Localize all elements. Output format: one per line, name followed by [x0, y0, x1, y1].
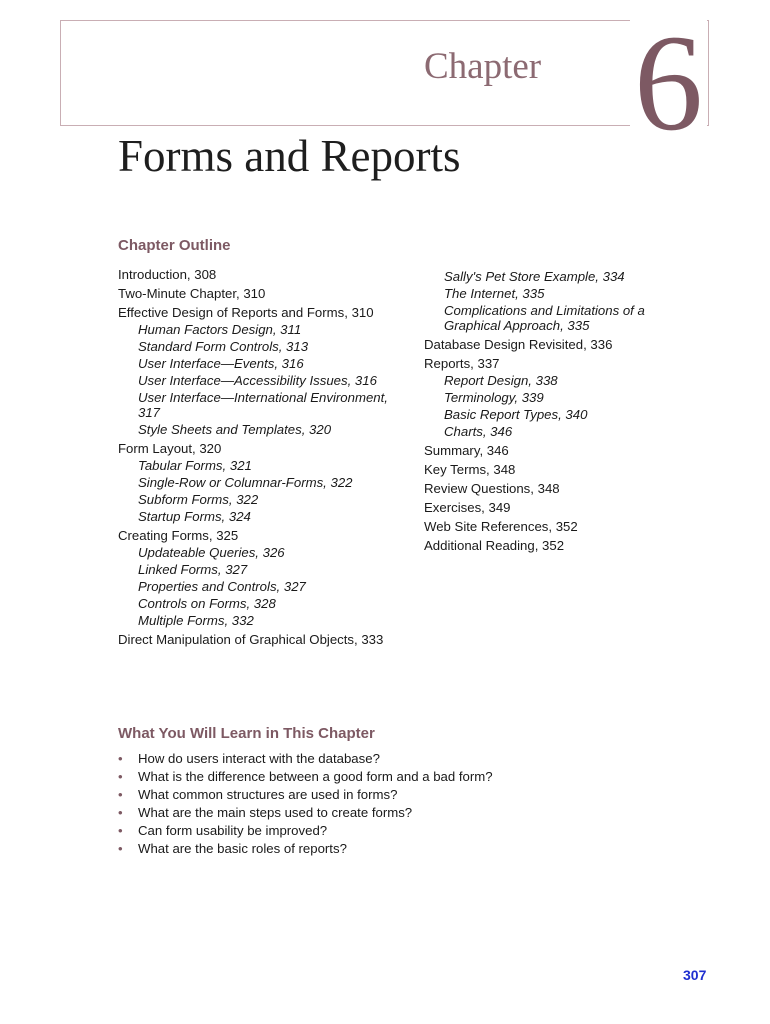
outline-subentry: Controls on Forms, 328 — [138, 596, 276, 611]
bullet-icon: • — [118, 787, 123, 802]
outline-subentry: Tabular Forms, 321 — [138, 458, 252, 473]
outline-entry: Web Site References, 352 — [424, 519, 578, 534]
outline-right-column — [424, 267, 704, 553]
outline-subentry: Complications and Limitations of a Graphical Approach, 335 — [444, 303, 645, 333]
outline-subentry: Updateable Queries, 326 — [138, 545, 285, 560]
outline-subentry: User Interface—Accessibility Issues, 316 — [138, 373, 377, 388]
outline-entry: Review Questions, 348 — [424, 481, 560, 496]
learning-objective-item — [118, 804, 493, 822]
learning-objectives-heading: What You Will Learn in This Chapter — [118, 725, 375, 742]
outline-subentry: Report Design, 338 — [444, 373, 558, 388]
outline-entry: Summary, 346 — [424, 443, 509, 458]
chapter-outline-heading: Chapter Outline — [118, 237, 231, 254]
outline-entry: Direct Manipulation of Graphical Objects, 333 — [118, 632, 384, 647]
outline-entry: Key Terms, 348 — [424, 462, 516, 477]
chapter-label: Chapter — [424, 46, 542, 87]
outline-entry: Additional Reading, 352 — [424, 538, 565, 553]
outline-subentry: Style Sheets and Templates, 320 — [138, 422, 332, 437]
outline-subentry: Properties and Controls, 327 — [138, 579, 306, 594]
learning-objective-text: Can form usability be improved? — [138, 823, 328, 838]
outline-entry: Introduction, 308 — [118, 267, 217, 282]
bullet-icon: • — [118, 823, 123, 838]
learning-objective-text: What common structures are used in forms? — [138, 787, 398, 802]
learning-objective-item — [118, 750, 493, 768]
learning-objective-text: How do users interact with the database? — [138, 751, 380, 766]
outline-subentry: User Interface—Events, 316 — [138, 356, 304, 371]
learning-objective-text: What are the basic roles of reports? — [138, 841, 347, 856]
page-number: 307 — [683, 967, 707, 983]
chapter-number: 6 — [630, 14, 707, 152]
learning-objective-item — [118, 822, 493, 840]
outline-entry: Effective Design of Reports and Forms, 310 — [118, 305, 374, 320]
outline-subentry: The Internet, 335 — [444, 286, 545, 301]
outline-subentry: Standard Form Controls, 313 — [138, 339, 309, 354]
bullet-icon: • — [118, 841, 123, 856]
outline-subentry: Terminology, 339 — [444, 390, 544, 405]
outline-subentry: Charts, 346 — [444, 424, 513, 439]
outline-subentry: Subform Forms, 322 — [138, 492, 259, 507]
outline-subentry: Multiple Forms, 332 — [138, 613, 254, 628]
learning-objectives-list — [118, 750, 493, 858]
outline-entry: Reports, 337 — [424, 356, 500, 371]
outline-entry: Two-Minute Chapter, 310 — [118, 286, 266, 301]
learning-objective-item — [118, 768, 493, 786]
outline-entry: Database Design Revisited, 336 — [424, 337, 613, 352]
outline-subentry: Single-Row or Columnar-Forms, 322 — [138, 475, 353, 490]
bullet-icon: • — [118, 805, 123, 820]
outline-entry: Exercises, 349 — [424, 500, 511, 515]
chapter-header-box — [60, 20, 709, 126]
outline-left-column — [118, 267, 388, 647]
learning-objective-item — [118, 786, 493, 804]
chapter-title: Forms and Reports — [118, 131, 461, 181]
outline-subentry: Sally's Pet Store Example, 334 — [444, 269, 625, 284]
learning-objective-text: What is the difference between a good form and a bad form? — [138, 769, 493, 784]
outline-entry: Creating Forms, 325 — [118, 528, 239, 543]
bullet-icon: • — [118, 769, 123, 784]
learning-objective-item — [118, 840, 493, 858]
outline-subentry: Human Factors Design, 311 — [138, 322, 302, 337]
learning-objective-text: What are the main steps used to create forms? — [138, 805, 413, 820]
outline-entry: Form Layout, 320 — [118, 441, 222, 456]
bullet-icon: • — [118, 751, 123, 766]
outline-subentry: Linked Forms, 327 — [138, 562, 248, 577]
outline-subentry: Startup Forms, 324 — [138, 509, 251, 524]
outline-subentry: User Interface—International Environment, 317 — [138, 390, 388, 420]
outline-subentry: Basic Report Types, 340 — [444, 407, 588, 422]
